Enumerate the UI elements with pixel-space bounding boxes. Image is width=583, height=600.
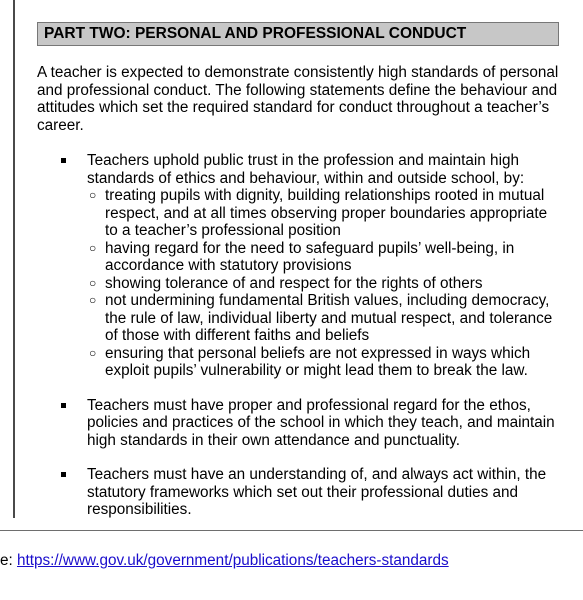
list-item: [37, 466, 559, 519]
square-bullet-icon: [61, 403, 66, 408]
list-item: [37, 397, 559, 450]
circle-bullet-icon: ○: [89, 188, 97, 202]
source-citation: [0, 552, 449, 570]
sub-list-item-text: having regard for the need to safeguard pupils’ well-being, in accordance with statutory provisions: [105, 239, 515, 274]
circle-bullet-icon: ○: [89, 293, 97, 307]
sub-list-item-text: treating pupils with dignity, building relationships rooted in mutual respect, and at all times observing proper boundaries appropriate to a teacher’s professional position: [105, 187, 548, 239]
source-link[interactable]: https://www.gov.uk/government/publications/teachers-standards: [17, 552, 449, 569]
sub-list-item: [87, 275, 559, 293]
sub-list-item: [87, 240, 559, 275]
sub-list-item: [87, 187, 559, 240]
section-divider: [0, 530, 583, 531]
source-prefix: e:: [0, 552, 18, 569]
circle-bullet-icon: ○: [89, 345, 97, 360]
square-bullet-icon: [61, 472, 66, 477]
sub-list-item: [87, 345, 559, 380]
sub-list: [87, 187, 559, 380]
list-item: [37, 152, 559, 380]
list-item-text: Teachers must have proper and professional regard for the ethos, policies and practices of the school in which they teach, and maintain high standards in their own attendance and punctuality.: [87, 396, 555, 449]
square-bullet-icon: [61, 158, 66, 163]
document-section: [37, 0, 559, 536]
section-heading: PART TWO: PERSONAL AND PROFESSIONAL CONDUCT: [37, 22, 559, 46]
sub-list-item: [87, 292, 559, 345]
list-item-text: Teachers uphold public trust in the profession and maintain high standards of ethics and behaviour, within and outside school, by:: [87, 152, 525, 187]
sub-list-item-text: showing tolerance of and respect for the rights of others: [105, 274, 483, 292]
circle-bullet-icon: ○: [89, 240, 97, 255]
sub-list-item-text: not undermining fundamental British values, including democracy, the rule of law, individual liberty and mutual respect, and tolerance of those with different faiths and beliefs: [105, 292, 553, 344]
left-margin-rule: [13, 0, 15, 518]
list-item-text: Teachers must have an understanding of, and always act within, the statutory frameworks which set out their professional duties and responsibilities.: [87, 466, 547, 518]
circle-bullet-icon: ○: [89, 275, 97, 290]
sub-list-item-text: ensuring that personal beliefs are not expressed in ways which exploit pupils’ vulnerability or might lead them to break the law.: [105, 344, 531, 379]
intro-paragraph: A teacher is expected to demonstrate consistently high standards of personal and professional conduct. The following statements define the behaviour and attitudes which set the required standard for conduct throughout a teacher’s career.: [37, 64, 559, 134]
conduct-list: [37, 152, 559, 519]
